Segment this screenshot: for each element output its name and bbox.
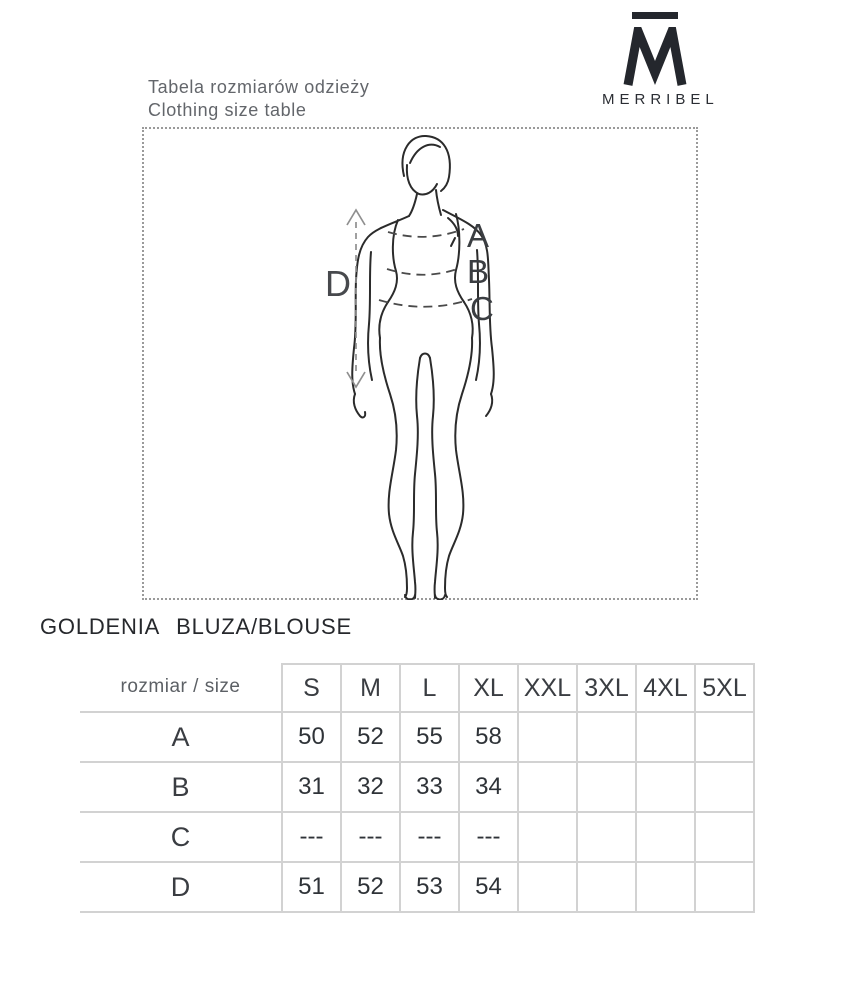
hip-label: C: [470, 290, 494, 327]
bust-label: A: [467, 217, 490, 254]
value-cell: 33: [401, 763, 460, 813]
figure-legs: [380, 338, 472, 600]
value-cell: [519, 863, 578, 913]
value-cell: ---: [401, 813, 460, 863]
table-corner-label: rozmiar / size: [80, 663, 283, 713]
row-label-d: D: [80, 863, 283, 913]
product-title: [40, 614, 352, 640]
value-cell: [578, 763, 637, 813]
value-cell: 55: [401, 713, 460, 763]
product-name: GOLDENIA: [40, 614, 161, 639]
body-sketch-figure: [310, 130, 540, 600]
brand-name: MERRIBEL: [602, 91, 719, 108]
value-cell: [578, 863, 637, 913]
value-cell: 52: [342, 713, 401, 763]
row-label-b: B: [80, 763, 283, 813]
value-cell: [637, 713, 696, 763]
size-col-header-xl: XL: [460, 663, 519, 713]
value-cell: 31: [283, 763, 342, 813]
value-cell: 34: [460, 763, 519, 813]
value-cell: [578, 813, 637, 863]
value-cell: ---: [342, 813, 401, 863]
value-cell: 54: [460, 863, 519, 913]
size-col-header-4xl: 4XL: [637, 663, 696, 713]
value-cell: [637, 763, 696, 813]
value-cell: [578, 713, 637, 763]
size-col-header-l: L: [401, 663, 460, 713]
value-cell: 50: [283, 713, 342, 763]
hip-line: [379, 299, 472, 307]
size-col-header-5xl: 5XL: [696, 663, 755, 713]
value-cell: [696, 713, 755, 763]
row-label-c: C: [80, 813, 283, 863]
size-col-header-m: M: [342, 663, 401, 713]
value-cell: [519, 763, 578, 813]
logo-bar-icon: [632, 12, 678, 19]
value-cell: [696, 813, 755, 863]
value-cell: 51: [283, 863, 342, 913]
value-cell: 52: [342, 863, 401, 913]
title-english: Clothing size table: [148, 100, 307, 120]
bust-line: [388, 229, 464, 237]
value-cell: 53: [401, 863, 460, 913]
value-cell: 32: [342, 763, 401, 813]
value-cell: [519, 713, 578, 763]
size-col-header-xxl: XXL: [519, 663, 578, 713]
waist-line: [387, 268, 460, 275]
size-col-header-3xl: 3XL: [578, 663, 637, 713]
length-label: D: [325, 263, 351, 304]
value-cell: ---: [460, 813, 519, 863]
brand-logo: [597, 12, 719, 108]
value-cell: 58: [460, 713, 519, 763]
size-col-header-s: S: [283, 663, 342, 713]
title-polish: Tabela rozmiarów odzieży: [148, 77, 370, 97]
row-label-a: A: [80, 713, 283, 763]
figure-head: [403, 136, 450, 216]
logo-m-icon: [623, 27, 687, 87]
page-title-block: [148, 76, 370, 122]
value-cell: [696, 863, 755, 913]
value-cell: [696, 763, 755, 813]
value-cell: [637, 813, 696, 863]
waist-label: B: [467, 253, 490, 290]
product-type: BLUZA/BLOUSE: [176, 614, 352, 639]
value-cell: [519, 813, 578, 863]
size-table: [80, 663, 755, 913]
value-cell: [637, 863, 696, 913]
value-cell: ---: [283, 813, 342, 863]
